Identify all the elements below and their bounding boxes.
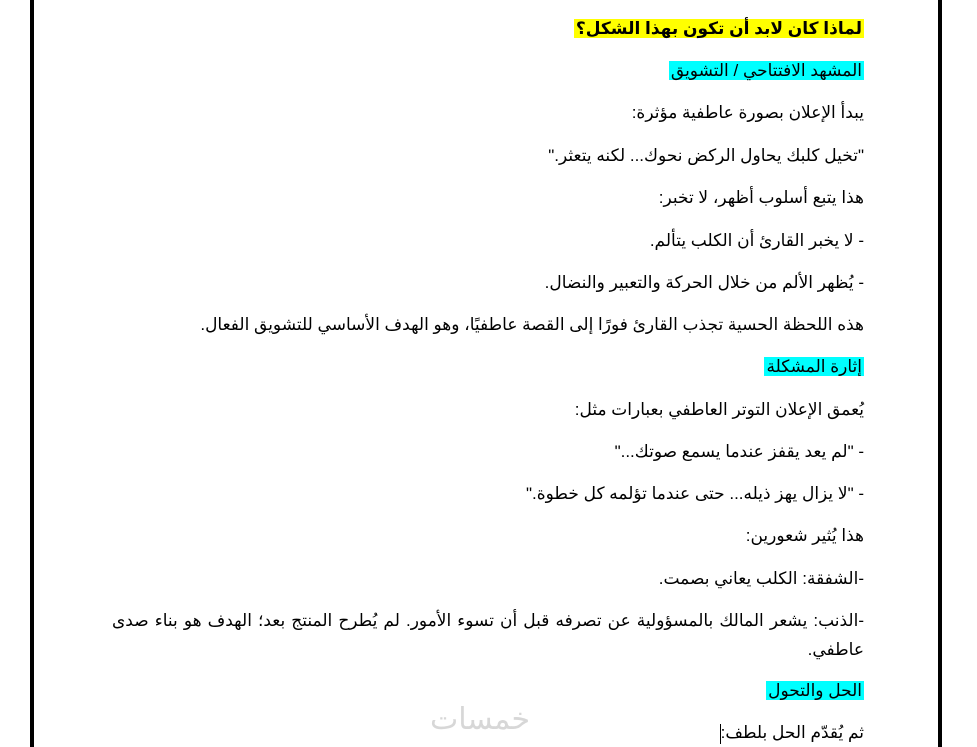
bullet-line: - يُظهر الألم من خلال الحركة والتعبير والنضال.	[544, 273, 864, 292]
bullet-line: - "لا يزال يهز ذيله... حتى عندما تؤلمه كل خطوة."	[525, 484, 864, 503]
paragraph: يُعمق الإعلان التوتر العاطفي بعبارات مثل:	[574, 400, 864, 419]
paragraph: هذه اللحظة الحسية تجذب القارئ فورًا إلى القصة عاطفيًا، وهو الهدف الأساسي للتشويق الفعال.	[200, 315, 864, 334]
section-heading-line	[669, 59, 864, 83]
paragraph: هذا يتبع أسلوب أظهر، لا تخبر:	[658, 188, 864, 207]
section-heading-line	[764, 355, 864, 379]
bullet-line: -الشفقة: الكلب يعاني بصمت.	[658, 569, 864, 588]
bullet-line-wrapped: -الذنب: يشعر المالك بالمسؤولية عن تصرفه قبل أن تسوء الأمور. لم يُطرح المنتج بعد؛ الهدف هو بناء صدى عاطفي.	[112, 611, 864, 659]
paragraph: هذا يُثير شعورين:	[745, 526, 864, 545]
document-title-line	[574, 17, 864, 41]
paragraph-with-cursor[interactable]	[720, 721, 864, 745]
section-heading-opening: المشهد الافتتاحي / التشويق	[670, 61, 862, 80]
section-heading-problem: إثارة المشكلة	[766, 357, 862, 376]
bullet-line: - "لم يعد يقفز عندما يسمع صوتك..."	[614, 442, 864, 461]
document-title: لماذا كان لابد أن تكون بهذا الشكل؟	[575, 19, 862, 38]
right-page-border	[938, 0, 942, 747]
watermark-logo: خمسات	[430, 702, 531, 737]
paragraph: يبدأ الإعلان بصورة عاطفية مؤثرة:	[631, 103, 864, 122]
section-heading-line	[766, 679, 864, 703]
paragraph: "تخيل كلبك يحاول الركض نحوك... لكنه يتعثر."	[548, 146, 864, 165]
section-heading-solution: الحل والتحول	[768, 681, 862, 700]
bullet-line: - لا يخبر القارئ أن الكلب يتألم.	[649, 231, 864, 250]
left-page-border	[30, 0, 34, 747]
paragraph: ثم يُقدّم الحل بلطف:	[720, 723, 864, 742]
